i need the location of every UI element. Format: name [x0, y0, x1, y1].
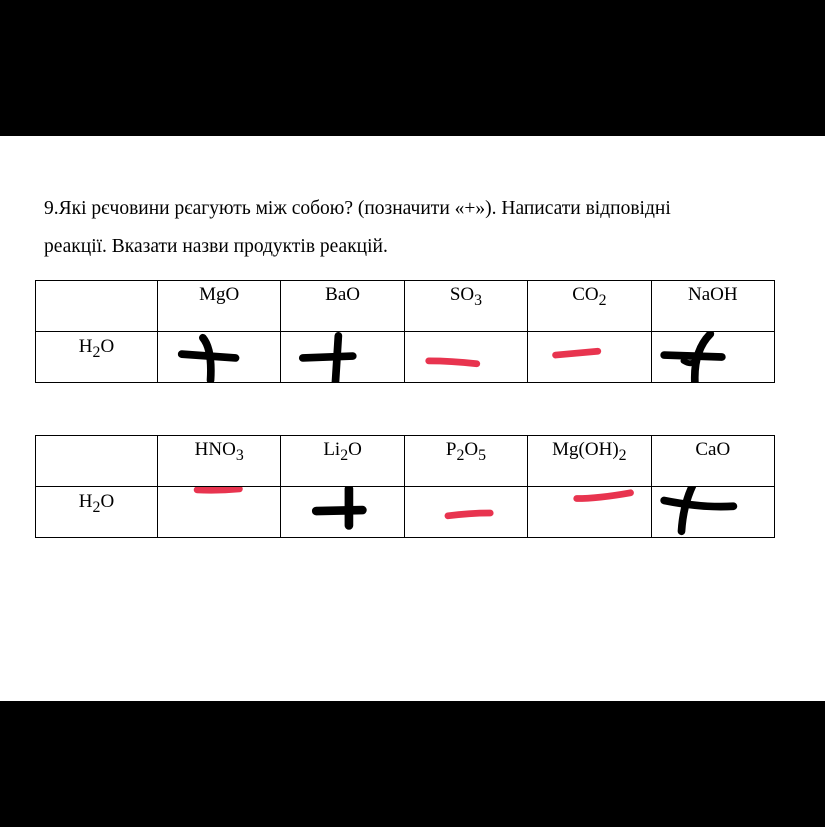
row-label-cell — [36, 332, 158, 383]
plus-mark — [652, 487, 774, 537]
row-label-cell — [36, 487, 158, 538]
plus-mark — [281, 332, 403, 382]
header-cell — [281, 281, 404, 332]
formula-hno3: $HNO_3$ — [194, 439, 244, 464]
answer-cell — [158, 332, 281, 383]
formula-mgo: MgO — [199, 284, 240, 305]
formula-p2o5: $P_2O_5$ — [445, 439, 487, 464]
header-cell — [158, 436, 281, 487]
minus-mark — [405, 332, 527, 382]
table-header-row — [36, 436, 775, 487]
formula-co2: $CO_2$ — [572, 284, 607, 309]
reaction-table-1 — [35, 280, 775, 383]
answer-cell — [528, 487, 651, 538]
row-label-h2o: $H_2O$ — [78, 336, 115, 361]
header-cell — [281, 436, 404, 487]
table-header-row — [36, 281, 775, 332]
reaction-table-2 — [35, 435, 775, 538]
plus-mark — [158, 332, 280, 382]
minus-mark — [528, 487, 650, 537]
header-cell — [651, 436, 774, 487]
minus-mark — [405, 487, 527, 537]
answer-cell — [158, 487, 281, 538]
formula-mgoh2: $Mg(OH)_2$ — [552, 439, 627, 464]
answer-cell — [404, 332, 527, 383]
formula-naoh: NaOH — [687, 284, 738, 305]
header-cell — [158, 281, 281, 332]
question-line-1 — [44, 190, 796, 228]
document-page — [0, 136, 825, 701]
answer-cell — [281, 487, 404, 538]
minus-mark — [528, 332, 650, 382]
header-cell — [528, 436, 651, 487]
question-line-2: реакції. Вказати назви продуктів реакцій. — [44, 236, 388, 257]
header-cell — [404, 436, 527, 487]
answer-cell — [404, 487, 527, 538]
minus-mark — [158, 487, 280, 537]
formula-li2o: $Li_2O$ — [323, 439, 362, 464]
answer-cell — [281, 332, 404, 383]
question-text — [44, 190, 796, 266]
question-line-1-text: Які рєчовини рєагують між собою? (позначити «+»). Написати відповідні — [58, 198, 671, 219]
question-number: 9. — [44, 198, 59, 219]
formula-so3: $SO_3$ — [449, 284, 483, 309]
plus-mark — [281, 487, 403, 537]
answer-cell — [528, 332, 651, 383]
answer-cell — [651, 487, 774, 538]
header-cell — [528, 281, 651, 332]
empty-corner-cell — [36, 281, 158, 332]
row-label-h2o: $H_2O$ — [78, 491, 115, 516]
header-cell — [404, 281, 527, 332]
empty-corner-cell — [36, 436, 158, 487]
header-cell — [651, 281, 774, 332]
table-row — [36, 487, 775, 538]
answer-cell — [651, 332, 774, 383]
table-row — [36, 332, 775, 383]
plus-mark — [652, 332, 774, 382]
formula-cao: CaO — [695, 439, 731, 460]
formula-bao: BaO — [325, 284, 360, 305]
